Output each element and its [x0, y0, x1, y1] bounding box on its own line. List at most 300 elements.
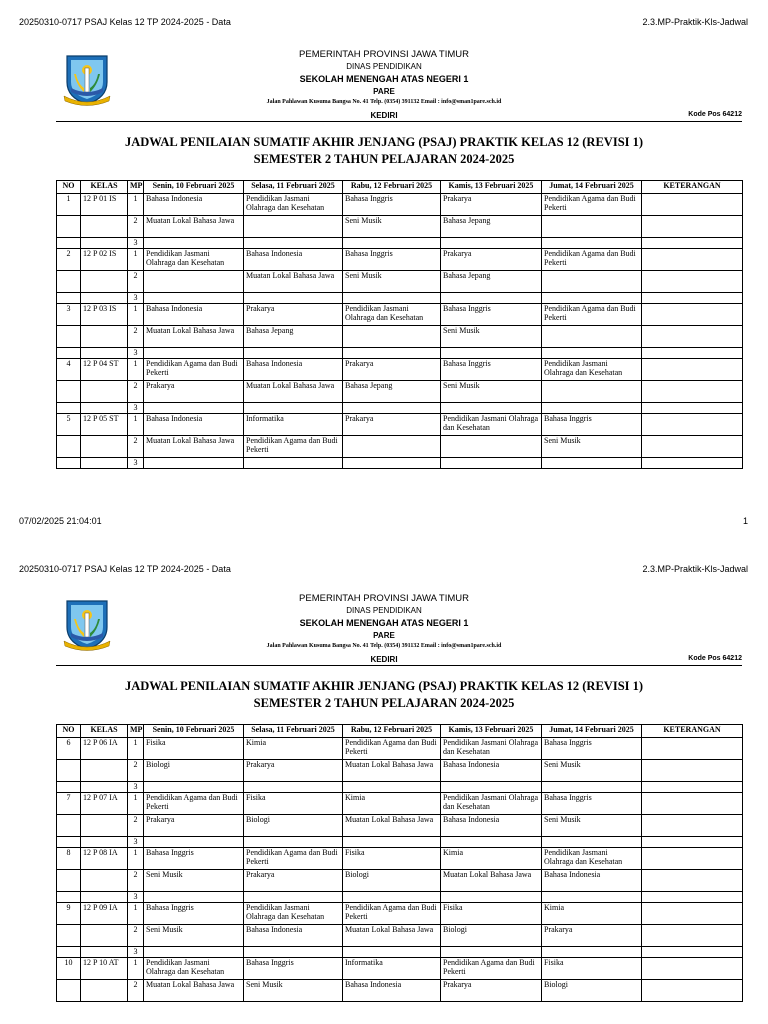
cell-no: 7: [57, 793, 81, 815]
table-row: [57, 925, 743, 947]
cell-kelas: [81, 458, 128, 469]
cell-keterangan: [642, 293, 743, 304]
cell-selasa: [244, 216, 343, 238]
cell-senin: Bahasa Indonesia: [144, 414, 244, 436]
cell-rabu: [343, 782, 441, 793]
column-header-selasa: Selasa, 11 Februari 2025: [244, 181, 343, 194]
cell-senin: Muatan Lokal Bahasa Jawa: [144, 436, 244, 458]
cell-mp: 3: [128, 837, 144, 848]
cell-jumat: [542, 947, 642, 958]
cell-senin: [144, 837, 244, 848]
cell-kelas: 12 P 06 IA: [81, 738, 128, 760]
cell-jumat: Bahasa Indonesia: [542, 870, 642, 892]
cell-keterangan: [642, 980, 743, 1002]
cell-jumat: Seni Musik: [542, 815, 642, 837]
cell-mp: 1: [128, 848, 144, 870]
cell-mp: 1: [128, 903, 144, 925]
cell-rabu: Bahasa Inggris: [343, 249, 441, 271]
cell-no: [57, 293, 81, 304]
cell-no: [57, 892, 81, 903]
table-row: [57, 359, 743, 381]
cell-senin: [144, 293, 244, 304]
cell-kelas: 12 P 01 IS: [81, 194, 128, 216]
cell-selasa: [244, 238, 343, 249]
cell-rabu: Pendidikan Agama dan Budi Pekerti: [343, 738, 441, 760]
cell-rabu: Prakarya: [343, 414, 441, 436]
cell-kamis: Prakarya: [441, 194, 542, 216]
cell-no: [57, 870, 81, 892]
cell-mp: 1: [128, 738, 144, 760]
cell-no: 4: [57, 359, 81, 381]
cell-selasa: [244, 782, 343, 793]
cell-senin: Bahasa Inggris: [144, 848, 244, 870]
cell-rabu: Seni Musik: [343, 271, 441, 293]
cell-kamis: Muatan Lokal Bahasa Jawa: [441, 870, 542, 892]
cell-no: [57, 348, 81, 359]
table-row: [57, 381, 743, 403]
cell-keterangan: [642, 848, 743, 870]
cell-selasa: [244, 892, 343, 903]
cell-mp: 3: [128, 293, 144, 304]
cell-no: [57, 947, 81, 958]
cell-no: 10: [57, 958, 81, 980]
cell-kelas: 12 P 07 IA: [81, 793, 128, 815]
cell-rabu: Bahasa Inggris: [343, 194, 441, 216]
cell-senin: Pendidikan Jasmani Olahraga dan Kesehatan: [144, 249, 244, 271]
cell-jumat: [542, 238, 642, 249]
table-row: [57, 348, 743, 359]
cell-selasa: Bahasa Jepang: [244, 326, 343, 348]
cell-senin: Muatan Lokal Bahasa Jawa: [144, 326, 244, 348]
cell-mp: 2: [128, 925, 144, 947]
cell-rabu: Muatan Lokal Bahasa Jawa: [343, 760, 441, 782]
cell-selasa: Bahasa Indonesia: [244, 249, 343, 271]
cell-keterangan: [642, 903, 743, 925]
cell-no: 6: [57, 738, 81, 760]
cell-mp: 2: [128, 216, 144, 238]
cell-kamis: Bahasa Jepang: [441, 271, 542, 293]
cell-keterangan: [642, 793, 743, 815]
cell-rabu: Pendidikan Jasmani Olahraga dan Kesehatan: [343, 304, 441, 326]
cell-selasa: [244, 403, 343, 414]
cell-rabu: Seni Musik: [343, 216, 441, 238]
cell-no: [57, 925, 81, 947]
cell-kamis: Seni Musik: [441, 381, 542, 403]
cell-no: 2: [57, 249, 81, 271]
cell-kamis: [441, 293, 542, 304]
cell-mp: 1: [128, 793, 144, 815]
cell-jumat: Biologi: [542, 980, 642, 1002]
cell-kelas: [81, 760, 128, 782]
cell-no: [57, 381, 81, 403]
cell-selasa: Fisika: [244, 793, 343, 815]
column-header-jumat: Jumat, 14 Februari 2025: [542, 725, 642, 738]
cell-selasa: Prakarya: [244, 870, 343, 892]
cell-keterangan: [642, 216, 743, 238]
cell-keterangan: [642, 958, 743, 980]
cell-senin: [144, 458, 244, 469]
column-header-jumat: Jumat, 14 Februari 2025: [542, 181, 642, 194]
cell-no: 8: [57, 848, 81, 870]
letterhead-town: PARE: [373, 631, 395, 640]
table-row: [57, 793, 743, 815]
cell-kelas: [81, 925, 128, 947]
cell-mp: 2: [128, 870, 144, 892]
column-header-senin: Senin, 10 Februari 2025: [144, 725, 244, 738]
table-row: [57, 760, 743, 782]
cell-senin: Pendidikan Agama dan Budi Pekerti: [144, 359, 244, 381]
cell-rabu: Muatan Lokal Bahasa Jawa: [343, 815, 441, 837]
document-reference: 2.3.MP-Praktik-Kls-Jadwal: [642, 17, 748, 27]
cell-selasa: Pendidikan Jasmani Olahraga dan Kesehatan: [244, 903, 343, 925]
cell-mp: 3: [128, 238, 144, 249]
cell-jumat: [542, 216, 642, 238]
document-id: 20250310-0717 PSAJ Kelas 12 TP 2024-2025 - Data: [19, 564, 231, 574]
schedule-subtitle: SEMESTER 2 TAHUN PELAJARAN 2024-2025: [253, 152, 515, 166]
cell-senin: [144, 947, 244, 958]
cell-keterangan: [642, 782, 743, 793]
cell-kelas: 12 P 02 IS: [81, 249, 128, 271]
column-header-no: NO: [57, 181, 81, 194]
cell-kelas: [81, 436, 128, 458]
column-header-no: NO: [57, 725, 81, 738]
column-header-mp: MP: [128, 725, 144, 738]
print-timestamp: 07/02/2025 21:04:01: [19, 516, 102, 526]
cell-kelas: [81, 238, 128, 249]
cell-no: [57, 326, 81, 348]
cell-kelas: [81, 815, 128, 837]
table-row: [57, 738, 743, 760]
cell-keterangan: [642, 414, 743, 436]
cell-selasa: Pendidikan Agama dan Budi Pekerti: [244, 436, 343, 458]
column-header-kamis: Kamis, 13 Februari 2025: [441, 181, 542, 194]
cell-kelas: 12 P 10 AT: [81, 958, 128, 980]
cell-kamis: Pendidikan Jasmani Olahraga dan Kesehatan: [441, 738, 542, 760]
cell-keterangan: [642, 892, 743, 903]
table-row: [57, 958, 743, 980]
cell-selasa: [244, 348, 343, 359]
cell-keterangan: [642, 304, 743, 326]
document-page-2: [0, 540, 768, 1024]
cell-rabu: Pendidikan Agama dan Budi Pekerti: [343, 903, 441, 925]
cell-mp: 3: [128, 782, 144, 793]
cell-kamis: [441, 782, 542, 793]
cell-jumat: [542, 782, 642, 793]
schedule-title: JADWAL PENILAIAN SUMATIF AKHIR JENJANG (PSAJ) PRAKTIK KELAS 12 (REVISI 1): [124, 679, 644, 693]
cell-keterangan: [642, 238, 743, 249]
cell-keterangan: [642, 249, 743, 271]
cell-keterangan: [642, 815, 743, 837]
cell-mp: 1: [128, 304, 144, 326]
cell-selasa: Muatan Lokal Bahasa Jawa: [244, 381, 343, 403]
cell-jumat: Bahasa Inggris: [542, 738, 642, 760]
cell-mp: 1: [128, 359, 144, 381]
column-header-rabu: Rabu, 12 Februari 2025: [343, 725, 441, 738]
cell-kamis: [441, 458, 542, 469]
cell-rabu: Kimia: [343, 793, 441, 815]
cell-keterangan: [642, 436, 743, 458]
cell-senin: Bahasa Inggris: [144, 903, 244, 925]
cell-keterangan: [642, 326, 743, 348]
cell-jumat: Pendidikan Agama dan Budi Pekerti: [542, 249, 642, 271]
cell-mp: 2: [128, 326, 144, 348]
cell-senin: [144, 782, 244, 793]
table-row: [57, 293, 743, 304]
letterhead-school: SEKOLAH MENENGAH ATAS NEGERI 1: [299, 74, 469, 84]
cell-jumat: Pendidikan Jasmani Olahraga dan Kesehatan: [542, 848, 642, 870]
cell-keterangan: [642, 738, 743, 760]
cell-rabu: Bahasa Jepang: [343, 381, 441, 403]
table-row: [57, 848, 743, 870]
cell-rabu: Fisika: [343, 848, 441, 870]
cell-mp: 2: [128, 815, 144, 837]
table-row: [57, 238, 743, 249]
cell-kelas: [81, 348, 128, 359]
cell-kamis: [441, 348, 542, 359]
cell-kelas: [81, 837, 128, 848]
cell-kamis: [441, 436, 542, 458]
column-header-rabu: Rabu, 12 Februari 2025: [343, 181, 441, 194]
cell-jumat: Pendidikan Agama dan Budi Pekerti: [542, 194, 642, 216]
cell-kamis: [441, 947, 542, 958]
cell-kamis: [441, 837, 542, 848]
cell-kamis: Pendidikan Agama dan Budi Pekerti: [441, 958, 542, 980]
column-header-senin: Senin, 10 Februari 2025: [144, 181, 244, 194]
cell-selasa: Kimia: [244, 738, 343, 760]
cell-rabu: [343, 348, 441, 359]
cell-senin: [144, 348, 244, 359]
cell-jumat: Prakarya: [542, 925, 642, 947]
schedule-table: [56, 724, 743, 1002]
cell-keterangan: [642, 359, 743, 381]
table-row: [57, 216, 743, 238]
cell-no: [57, 760, 81, 782]
cell-rabu: [343, 947, 441, 958]
cell-mp: 2: [128, 436, 144, 458]
cell-selasa: [244, 947, 343, 958]
cell-rabu: [343, 436, 441, 458]
cell-selasa: Bahasa Indonesia: [244, 359, 343, 381]
schedule-subtitle: SEMESTER 2 TAHUN PELAJARAN 2024-2025: [253, 696, 515, 710]
cell-senin: Pendidikan Agama dan Budi Pekerti: [144, 793, 244, 815]
letterhead-government: PEMERINTAH PROVINSI JAWA TIMUR: [299, 593, 469, 604]
cell-jumat: Fisika: [542, 958, 642, 980]
cell-kamis: Fisika: [441, 903, 542, 925]
table-row: [57, 947, 743, 958]
postal-code: Kode Pos 64212: [688, 111, 742, 118]
table-row: [57, 249, 743, 271]
postal-code: Kode Pos 64212: [688, 655, 742, 662]
table-row: [57, 436, 743, 458]
letterhead-address: Jalan Pahlawan Kusuma Bangsa No. 41 Telp. (0354) 391132 Email : info@sman1pare.sch.id: [266, 99, 502, 105]
table-row: [57, 903, 743, 925]
cell-selasa: [244, 293, 343, 304]
cell-mp: 2: [128, 980, 144, 1002]
cell-kelas: [81, 892, 128, 903]
cell-kamis: Bahasa Indonesia: [441, 815, 542, 837]
column-header-kelas: KELAS: [81, 725, 128, 738]
cell-rabu: [343, 458, 441, 469]
cell-rabu: [343, 326, 441, 348]
cell-selasa: Seni Musik: [244, 980, 343, 1002]
cell-jumat: [542, 892, 642, 903]
cell-kelas: [81, 293, 128, 304]
table-row: [57, 326, 743, 348]
cell-keterangan: [642, 271, 743, 293]
cell-senin: Pendidikan Jasmani Olahraga dan Kesehatan: [144, 958, 244, 980]
cell-keterangan: [642, 760, 743, 782]
letterhead-town: PARE: [373, 87, 395, 96]
cell-jumat: [542, 326, 642, 348]
cell-jumat: [542, 458, 642, 469]
cell-keterangan: [642, 837, 743, 848]
table-row: [57, 815, 743, 837]
cell-jumat: [542, 348, 642, 359]
cell-senin: [144, 403, 244, 414]
cell-jumat: [542, 381, 642, 403]
column-header-keterangan: KETERANGAN: [642, 181, 743, 194]
table-row: [57, 458, 743, 469]
cell-kelas: [81, 782, 128, 793]
cell-no: 1: [57, 194, 81, 216]
cell-jumat: Seni Musik: [542, 760, 642, 782]
cell-no: 5: [57, 414, 81, 436]
cell-kamis: Pendidikan Jasmani Olahraga dan Kesehatan: [441, 793, 542, 815]
cell-kelas: [81, 216, 128, 238]
table-row: [57, 304, 743, 326]
cell-senin: [144, 271, 244, 293]
column-header-selasa: Selasa, 11 Februari 2025: [244, 725, 343, 738]
cell-kelas: 12 P 09 IA: [81, 903, 128, 925]
cell-kelas: [81, 271, 128, 293]
cell-senin: Seni Musik: [144, 925, 244, 947]
cell-kamis: Bahasa Jepang: [441, 216, 542, 238]
cell-mp: 3: [128, 892, 144, 903]
schedule-title: JADWAL PENILAIAN SUMATIF AKHIR JENJANG (PSAJ) PRAKTIK KELAS 12 (REVISI 1): [124, 135, 644, 149]
cell-rabu: [343, 293, 441, 304]
cell-kamis: Prakarya: [441, 980, 542, 1002]
cell-selasa: [244, 458, 343, 469]
cell-selasa: Bahasa Inggris: [244, 958, 343, 980]
table-row: [57, 271, 743, 293]
table-row: [57, 870, 743, 892]
table-row: [57, 837, 743, 848]
column-header-mp: MP: [128, 181, 144, 194]
table-row: [57, 892, 743, 903]
cell-rabu: Prakarya: [343, 359, 441, 381]
cell-keterangan: [642, 348, 743, 359]
cell-mp: 1: [128, 194, 144, 216]
cell-jumat: Seni Musik: [542, 436, 642, 458]
table-row: [57, 782, 743, 793]
cell-kelas: [81, 381, 128, 403]
letterhead-divider: [56, 121, 742, 122]
table-row: [57, 194, 743, 216]
letterhead-government: PEMERINTAH PROVINSI JAWA TIMUR: [299, 49, 469, 60]
cell-senin: Prakarya: [144, 381, 244, 403]
cell-mp: 1: [128, 414, 144, 436]
cell-no: [57, 436, 81, 458]
cell-no: [57, 403, 81, 414]
cell-mp: 1: [128, 249, 144, 271]
table-header-row: [57, 725, 743, 738]
cell-rabu: Muatan Lokal Bahasa Jawa: [343, 925, 441, 947]
cell-jumat: Kimia: [542, 903, 642, 925]
cell-rabu: Informatika: [343, 958, 441, 980]
cell-selasa: [244, 837, 343, 848]
cell-kamis: [441, 238, 542, 249]
cell-rabu: [343, 837, 441, 848]
cell-keterangan: [642, 947, 743, 958]
cell-jumat: Bahasa Inggris: [542, 414, 642, 436]
cell-kamis: Kimia: [441, 848, 542, 870]
column-header-keterangan: KETERANGAN: [642, 725, 743, 738]
cell-senin: Muatan Lokal Bahasa Jawa: [144, 216, 244, 238]
cell-no: [57, 216, 81, 238]
cell-jumat: [542, 403, 642, 414]
cell-kelas: 12 P 04 ST: [81, 359, 128, 381]
cell-jumat: Pendidikan Jasmani Olahraga dan Kesehatan: [542, 359, 642, 381]
cell-kelas: 12 P 03 IS: [81, 304, 128, 326]
cell-keterangan: [642, 458, 743, 469]
cell-kamis: Pendidikan Jasmani Olahraga dan Kesehatan: [441, 414, 542, 436]
cell-kamis: [441, 403, 542, 414]
table-row: [57, 414, 743, 436]
cell-senin: Bahasa Indonesia: [144, 304, 244, 326]
cell-senin: Bahasa Indonesia: [144, 194, 244, 216]
document-reference: 2.3.MP-Praktik-Kls-Jadwal: [642, 564, 748, 574]
cell-rabu: [343, 403, 441, 414]
letterhead-address: Jalan Pahlawan Kusuma Bangsa No. 41 Telp. (0354) 391132 Email : info@sman1pare.sch.id: [266, 643, 502, 649]
column-header-kelas: KELAS: [81, 181, 128, 194]
cell-kamis: [441, 892, 542, 903]
cell-senin: Muatan Lokal Bahasa Jawa: [144, 980, 244, 1002]
cell-kelas: 12 P 08 IA: [81, 848, 128, 870]
page-number: 1: [742, 516, 748, 526]
cell-kelas: [81, 870, 128, 892]
cell-mp: 3: [128, 403, 144, 414]
cell-no: [57, 980, 81, 1002]
letterhead-agency: DINAS PENDIDIKAN: [346, 606, 422, 615]
cell-kamis: Bahasa Inggris: [441, 359, 542, 381]
letterhead-divider: [56, 665, 742, 666]
table-row: [57, 403, 743, 414]
cell-senin: Seni Musik: [144, 870, 244, 892]
cell-selasa: Pendidikan Jasmani Olahraga dan Kesehatan: [244, 194, 343, 216]
cell-mp: 2: [128, 760, 144, 782]
letterhead-city: KEDIRI: [370, 111, 398, 120]
cell-jumat: [542, 837, 642, 848]
cell-kamis: Bahasa Indonesia: [441, 760, 542, 782]
cell-rabu: Biologi: [343, 870, 441, 892]
cell-jumat: Bahasa Inggris: [542, 793, 642, 815]
cell-mp: 3: [128, 458, 144, 469]
cell-mp: 1: [128, 958, 144, 980]
cell-selasa: Pendidikan Agama dan Budi Pekerti: [244, 848, 343, 870]
cell-no: [57, 271, 81, 293]
cell-no: [57, 837, 81, 848]
cell-keterangan: [642, 194, 743, 216]
cell-kamis: Biologi: [441, 925, 542, 947]
cell-selasa: Biologi: [244, 815, 343, 837]
cell-senin: Fisika: [144, 738, 244, 760]
cell-kamis: Bahasa Inggris: [441, 304, 542, 326]
cell-jumat: [542, 293, 642, 304]
cell-mp: 3: [128, 947, 144, 958]
cell-selasa: Bahasa Indonesia: [244, 925, 343, 947]
cell-keterangan: [642, 925, 743, 947]
cell-mp: 3: [128, 348, 144, 359]
